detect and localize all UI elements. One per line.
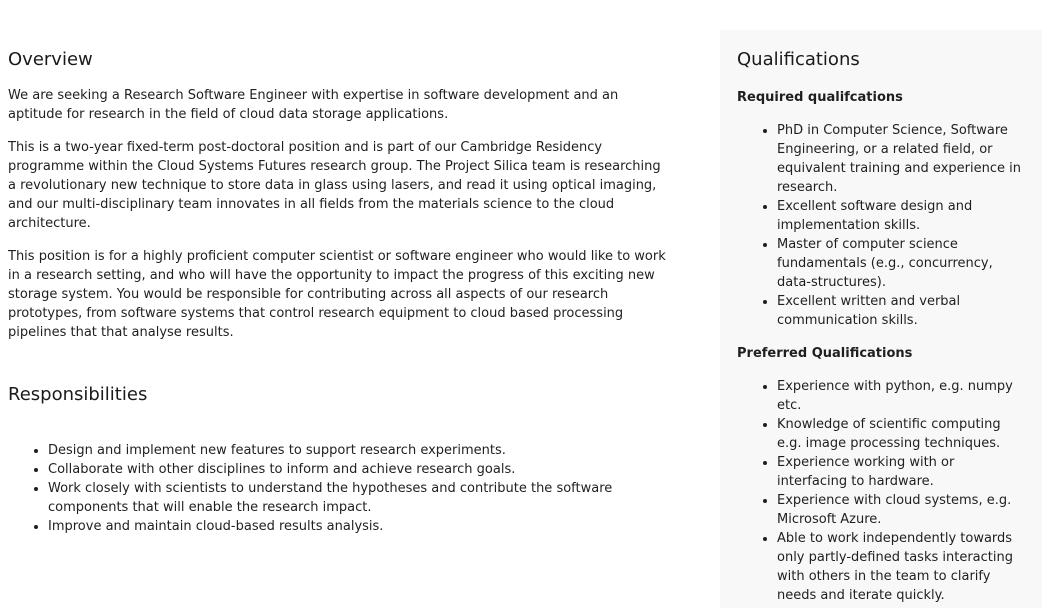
overview-heading: Overview (8, 49, 93, 70)
list-item: • Excellent software design and implementation skills. (777, 197, 1026, 235)
preferred-qualifications-heading: Preferred Qualifications (737, 346, 913, 361)
overview-paragraph: This is a two-year fixed-term post-doctoral position and is part of our Cambridge Residency programme within the Cloud Systems Futures research group. The Project Silica team is researching a revolutionary new technique to store data in glass using lasers, and read it using optical imaging, and our multi-disciplinary team innovates in all fields from the materials science to the cloud architecture. (8, 140, 661, 231)
list-item: • Able to work independently towards only partly-defined tasks interacting with others in the team to clarify needs and iterate quickly. (777, 529, 1026, 605)
overview-paragraph: We are seeking a Research Software Engineer with expertise in software development and an aptitude for research in the field of cloud data storage applications. (8, 88, 619, 122)
list-item: • Experience with python, e.g. numpy etc. (777, 377, 1026, 415)
responsibilities-list (8, 441, 668, 536)
list-item: • Design and implement new features to support research experiments. (48, 441, 668, 460)
list-item: • Work closely with scientists to understand the hypotheses and contribute the software components that will enable the research impact. (48, 479, 668, 517)
required-qualifications-heading: Required qualifcations (737, 90, 903, 105)
list-item: • Master of computer science fundamentals (e.g., concurrency, data-structures). (777, 235, 1026, 292)
qualifications-heading: Qualifications (737, 49, 860, 70)
list-item: • PhD in Computer Science, Software Engineering, or a related field, or equivalent training and experience in research. (777, 121, 1026, 197)
list-item: • Knowledge of scientific computing e.g. image processing techniques. (777, 415, 1026, 453)
list-item: • Collaborate with other disciplines to inform and achieve research goals. (48, 460, 668, 479)
list-item: • Experience with cloud systems, e.g. Microsoft Azure. (777, 491, 1026, 529)
preferred-qualifications-list (737, 377, 1026, 605)
list-item: • Improve and maintain cloud-based results analysis. (48, 517, 668, 536)
required-qualifications-list (737, 121, 1026, 330)
qualifications-panel (720, 30, 1042, 608)
responsibilities-heading: Responsibilities (8, 384, 148, 405)
overview-paragraph: This position is for a highly proficient computer scientist or software engineer who would like to work in a research setting, and who will have the opportunity to impact the progress of this exciting new storage system. You would be responsible for contributing across all aspects of our research prototypes, from software systems that control research equipment to cloud based processing pipelines that that analyse results. (8, 249, 666, 340)
main-content (8, 48, 668, 536)
list-item: • Experience working with or interfacing to hardware. (777, 453, 1026, 491)
list-item: • Excellent written and verbal communication skills. (777, 292, 1026, 330)
